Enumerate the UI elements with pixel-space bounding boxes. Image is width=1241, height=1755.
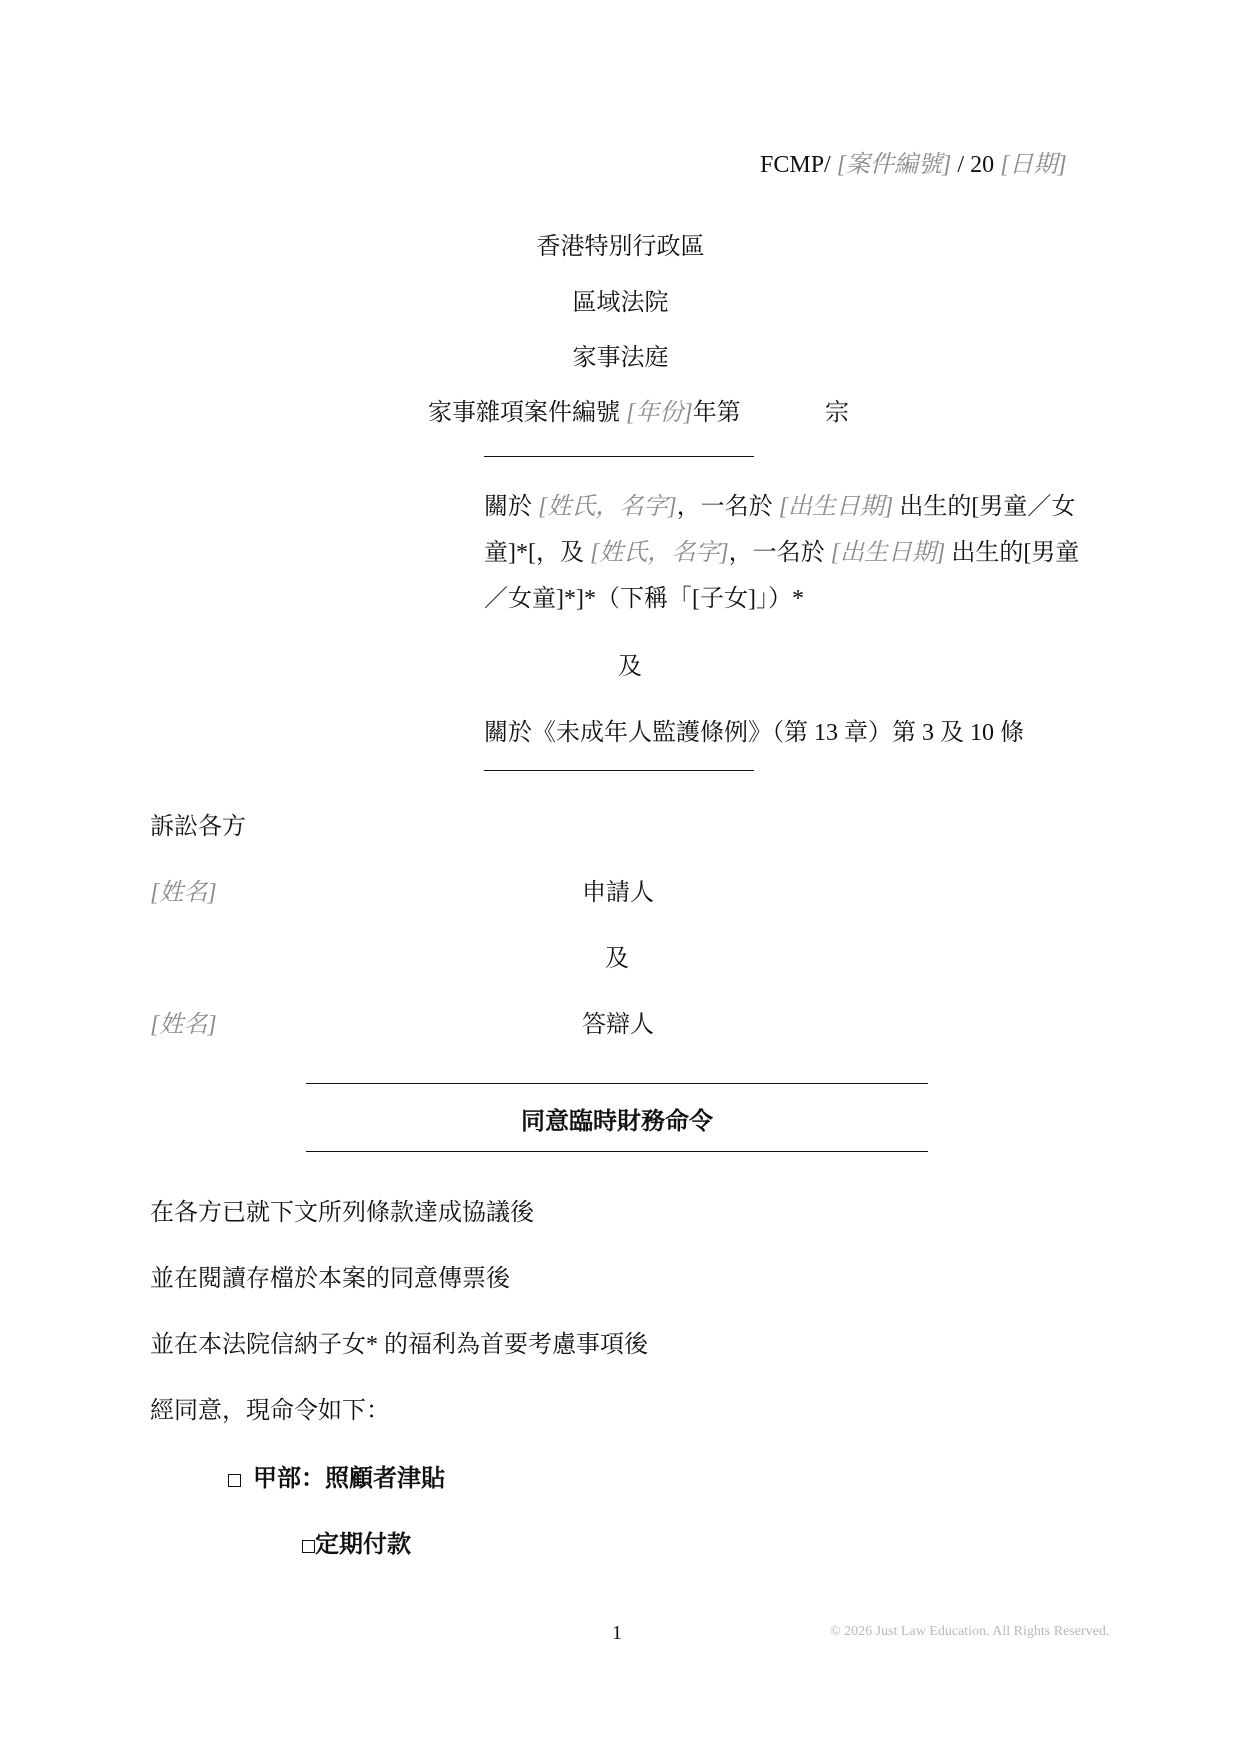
case-prefix: 家事雜項案件編號 <box>428 400 626 426</box>
divider-bottom <box>484 770 754 771</box>
recital-1: 在各方已就下文所列條款達成協議後 <box>150 1200 534 1226</box>
applicant-name-placeholder: [姓名] <box>150 880 217 906</box>
parties-heading: 訴訟各方 <box>150 814 246 840</box>
order-intro: 經同意，現命令如下： <box>150 1398 390 1424</box>
applicant-role: 申請人 <box>582 880 654 906</box>
matter-text: ，一名於 <box>676 494 779 520</box>
court-district: 區域法院 <box>572 290 669 316</box>
case-number-line <box>428 392 741 427</box>
copyright: © 2026 Just Law Education. All Rights Reserved. <box>830 1624 1110 1639</box>
order-title: 同意臨時財務命令 <box>521 1109 713 1135</box>
case-ref-mid: / 20 <box>951 152 1001 178</box>
case-number-placeholder: [案件編號] <box>836 152 952 178</box>
court-line-2 <box>0 282 1241 317</box>
periodic-label: 定期付款 <box>315 1532 411 1558</box>
option-part-a <box>228 1458 445 1493</box>
matter-text: 關於 <box>484 494 538 520</box>
recital-2: 並在閱讀存檔於本案的同意傳票後 <box>150 1266 510 1292</box>
date-placeholder: [日期] <box>1000 152 1067 178</box>
parties-and: 及 <box>605 946 629 972</box>
child2-name-placeholder: [姓氏，名字] <box>589 540 729 566</box>
case-suffix: 宗 <box>825 400 849 426</box>
court-region: 香港特別行政區 <box>536 234 705 260</box>
ordinance-reference: 關於《未成年人監護條例》（第 13 章）第 3 及 10 條 <box>484 720 1024 746</box>
matter-paragraph <box>484 484 1084 622</box>
divider-top <box>484 456 754 457</box>
option-periodic <box>302 1524 411 1559</box>
child-name-placeholder: [姓氏，名字] <box>538 494 677 520</box>
respondent-role: 答辯人 <box>582 1012 654 1038</box>
matter-text: 出生的[男童／女童]*[，及 <box>484 494 1076 566</box>
court-line-3 <box>0 337 1241 372</box>
case-ref-prefix: FCMP/ <box>760 152 837 178</box>
checkbox-part-a[interactable] <box>228 1474 241 1487</box>
page-number: 1 <box>612 1622 622 1644</box>
dob2-placeholder: [出生日期] <box>830 540 946 566</box>
matter-text: 出生的[男童／女童]*]*（下稱「[子女]」）* <box>484 540 1080 612</box>
court-line-1 <box>0 226 1241 261</box>
checkbox-periodic[interactable] <box>302 1540 315 1553</box>
dob-placeholder: [出生日期] <box>778 494 894 520</box>
title-rule-bottom <box>306 1151 928 1152</box>
respondent-name-placeholder: [姓名] <box>150 1012 217 1038</box>
case-mid: 年第 <box>692 400 741 426</box>
matter-text: ，一名於 <box>728 540 831 566</box>
part-a-label: 甲部：照顧者津貼 <box>253 1466 445 1492</box>
case-reference <box>760 144 1067 179</box>
matter-and: 及 <box>618 654 642 680</box>
title-rule-top <box>306 1083 928 1084</box>
year-placeholder: [年份] <box>626 400 693 426</box>
recital-3: 並在本法院信納子女* 的福利為首要考慮事項後 <box>150 1332 648 1358</box>
court-family: 家事法庭 <box>572 345 669 371</box>
